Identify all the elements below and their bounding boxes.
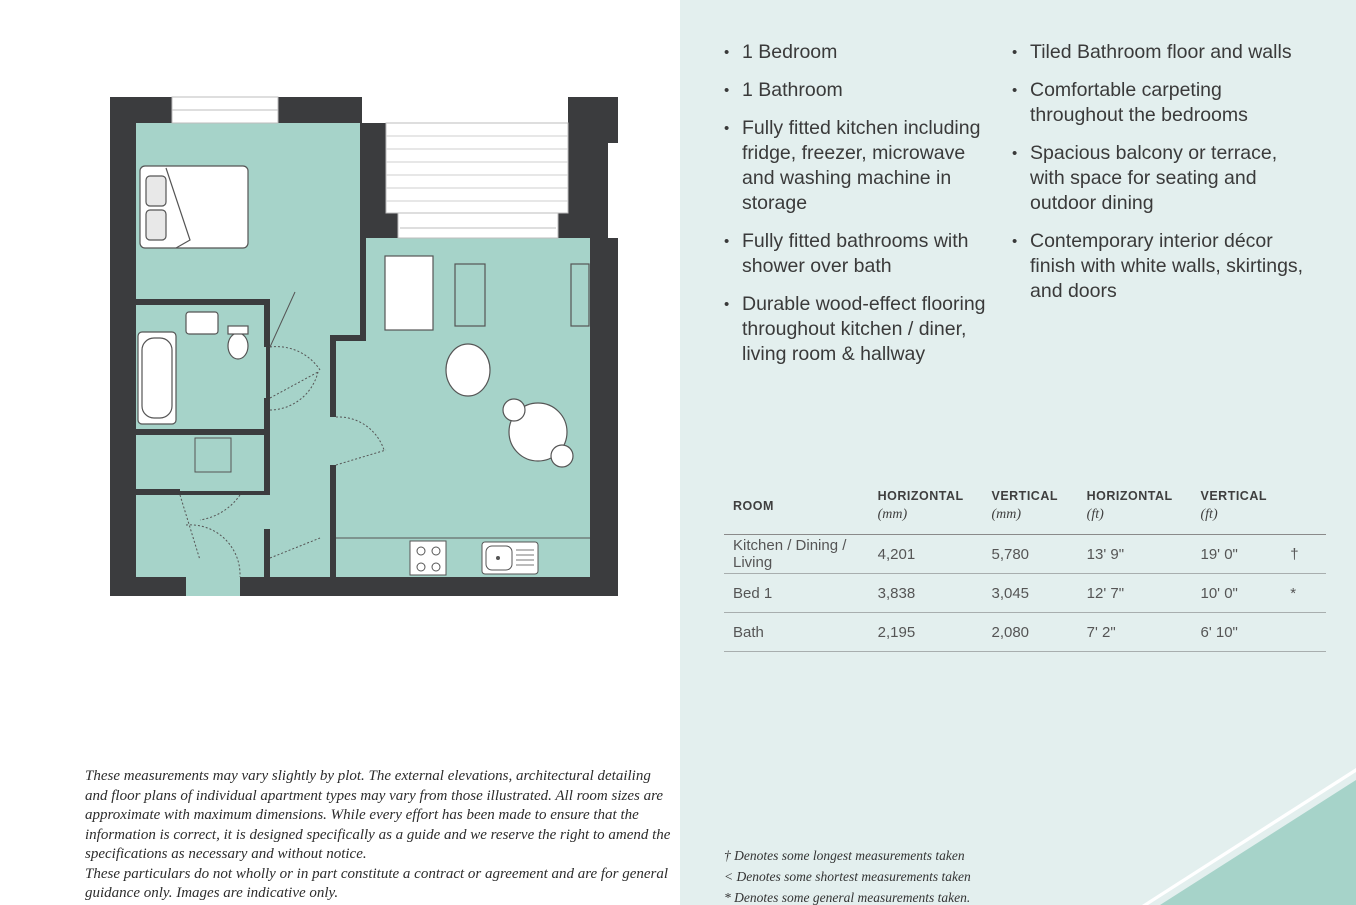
table-cell: † [1281,535,1326,574]
table-cell: 12' 7" [1078,574,1192,613]
header-unit: (ft) [1086,507,1104,522]
bed [140,166,248,248]
table-header-cell [869,478,983,535]
store-floor [136,435,266,491]
footnote: * Denotes some general measurements taken. [724,890,971,905]
table-cell: 10' 0" [1192,574,1282,613]
footnote: < Denotes some shortest measurements taken [724,869,971,884]
specification-panel [680,0,1356,905]
disclaimer-paragraph: These particulars do not wholly or in part constitute a contract or agreement and are for general guidance only. Images are indicative only. [85,865,669,901]
header-label: HORIZONTAL [1086,489,1173,503]
table-header-cell [1192,478,1282,535]
table-cell: 3,045 [982,574,1077,613]
table-cell [1281,613,1326,652]
features-list-right [1012,40,1312,317]
header-label: HORIZONTAL [877,489,964,503]
table-cell: 4,201 [869,535,983,574]
header-unit: (ft) [1200,507,1218,522]
table-header-cell [1078,478,1192,535]
features-list-left [724,40,994,380]
feature-item: • Contemporary interior décor finish with white walls, skirtings, and doors [1012,229,1312,304]
disclaimer [85,767,675,904]
table-cell: 6' 10" [1192,613,1282,652]
feature-item: • 1 Bathroom [724,78,994,103]
table-cell: 2,080 [982,613,1077,652]
table-header-cell [1281,478,1326,535]
table-cell: Kitchen / Dining / Living [724,535,869,574]
disclaimer-paragraph: These measurements may vary slightly by plot. The external elevations, architectural detailing and floor plans of individual apartment types may vary from those illustrated. All room sizes are approximate with maximum dimensions. While every effort has been made to ensure that the information is correct, it is designed specifically as a guide and we reserve the right to amend the specifications as necessary and without notice. [85,768,671,862]
table-row [724,613,1326,652]
table-header-cell [982,478,1077,535]
feature-item: • 1 Bedroom [724,40,994,65]
footnote: † Denotes some longest measurements taken [724,848,965,863]
table-cell: 5,780 [982,535,1077,574]
table-row [724,535,1326,574]
header-unit: (mm) [991,507,1022,522]
sink [482,542,538,574]
table-header-cell [724,478,869,535]
feature-item: • Comfortable carpeting throughout the bedrooms [1012,78,1312,128]
table-cell: 13' 9" [1078,535,1192,574]
table-cell: Bath [724,613,869,652]
table-cell: 7' 2" [1078,613,1192,652]
feature-item: • Spacious balcony or terrace, with space for seating and outdoor dining [1012,141,1312,216]
table-cell: * [1281,574,1326,613]
table-row [724,574,1326,613]
feature-item: • Fully fitted bathrooms with shower over bath [724,229,994,279]
feature-item: • Durable wood-effect flooring throughout kitchen / diner, living room & hallway [724,292,994,367]
hob [410,541,446,575]
measurement-footnotes [724,845,971,905]
entry-door-gap [186,577,240,596]
header-unit: (mm) [877,507,908,522]
room-dimensions-table [724,478,1326,652]
header-label: VERTICAL [991,489,1058,503]
table-cell: 19' 0" [1192,535,1282,574]
header-label: ROOM [733,499,774,513]
floor-plan [0,0,680,620]
table-cell: 2,195 [869,613,983,652]
balcony [386,123,568,238]
balcony-void [362,97,568,123]
table-header-row [724,478,1326,535]
feature-item: • Tiled Bathroom floor and walls [1012,40,1312,65]
table-cell: 3,838 [869,574,983,613]
feature-item: • Fully fitted kitchen including fridge, freezer, microwave and washing machine in storage [724,116,994,216]
header-label: VERTICAL [1200,489,1267,503]
entry-floor [136,495,270,577]
hall-floor [270,301,336,577]
table-cell: Bed 1 [724,574,869,613]
